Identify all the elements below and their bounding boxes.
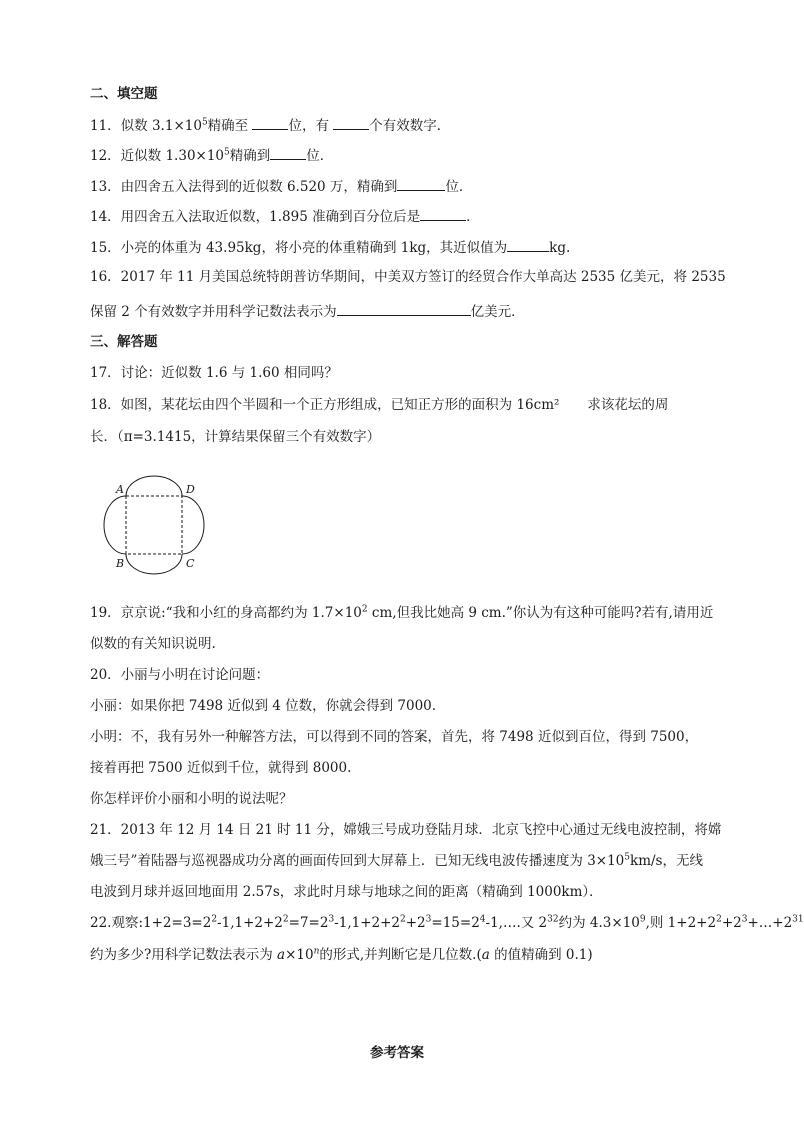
question-22-line-2: 约为多少?用科学记数法表示为 $a\times 10^n$的形式,并判断它是几位数.(a 的值精确到 0.1) [90, 946, 593, 963]
question-20-line-3: 小明：不，我有另外一种解答方法，可以得到不同的答案，首先，将 7498 近似到百位，得到 7500， [90, 729, 699, 745]
answer-blank[interactable] [252, 116, 288, 130]
answer-blank[interactable] [507, 238, 549, 252]
answer-blank[interactable] [397, 177, 445, 191]
question-21-line-3: 电波到月球并返回地面用 2.57s，求此时月球与地球之间的距离（精确到 1000km）． [90, 884, 603, 900]
question-11: 11．似数 $3.1\times 10^5$精确至 位，有 个有效数字． [90, 117, 451, 134]
bottom-semicircle [126, 554, 182, 574]
vertex-label-c: C [186, 557, 195, 570]
section-heading-fill-blank: 二、填空题 [90, 86, 158, 102]
question-21-line-2: 娥三号”着陆器与巡视器成功分离的画面传回到大屏幕上．已知无线电波传播速度为 $3\times 10^5km/s$，无线 [90, 852, 703, 869]
question-13: 13．由四舍五入法得到的近似数 6.520 万，精确到 位． [90, 179, 473, 195]
right-semicircle [182, 496, 204, 554]
answer-blank[interactable] [420, 207, 466, 221]
question-19-line-1: 19．京京说:“我和小红的身高都约为 $1.7\times 10^2$ cm,但我比她高 9 cm.”你认为有这种可能吗?若有,请用近 [90, 604, 714, 621]
vertex-label-b: B [116, 557, 125, 570]
section-heading-solve: 三、解答题 [90, 334, 158, 350]
vertex-label-a: A [116, 483, 124, 496]
question-22-line-1: 22.观察$:1+2=3=2^2-1,1+2+2^2=7=2^3-1,1+2+2^2+2^3=15=2^4-1,\dots$.又 $2^{32}$约为 $4.3\times 10^9$,则 $1+2+2^2+2^3+\dots+2^{31}$ [90, 914, 804, 931]
question-19-line-2: 似数的有关知识说明. [90, 636, 216, 652]
dashed-square [126, 496, 182, 554]
answer-blank[interactable] [333, 116, 369, 130]
question-16-line-1: 16．2017 年 11 月美国总统特朗普访华期间，中美双方签订的经贸合作大单高达 2535 亿美元，将 2535 [90, 269, 726, 285]
question-16-line-2: 保留 2 个有效数字并用科学记数法表示为 亿美元． [90, 304, 525, 320]
answer-blank[interactable] [270, 146, 306, 160]
reference-answers-heading: 参考答案 [370, 1045, 424, 1061]
question-20-line-1: 20．小丽与小明在讨论问题： [90, 667, 270, 683]
question-20-line-2: 小丽：如果你把 7498 近似到 4 位数，你就会得到 7000. [90, 698, 437, 714]
question-12: 12．近似数 $1.30\times 10^5$精确到 位． [90, 147, 334, 164]
vertex-label-d: D [186, 483, 195, 496]
question-15: 15．小亮的体重为 43.95kg，将小亮的体重精确到 1kg，其近似值为 kg. [90, 240, 571, 256]
question-14: 14．用四舍五入法取近似数，1.895 准确到百分位后是 ． [90, 209, 480, 225]
question-21-line-1: 21．2013 年 12 月 14 日 21 时 11 分，嫦娥三号成功登陆月球．北京飞控中心通过无线电波控制，将嫦 [90, 822, 722, 838]
question-17: 17．讨论：近似数 1.6 与 1.60 相同吗？ [90, 365, 338, 381]
left-semicircle [104, 496, 126, 554]
answer-blank[interactable] [337, 302, 471, 316]
question-20-line-4: 接着再把 7500 近似到千位，就得到 8000. [90, 760, 352, 776]
top-semicircle [126, 476, 182, 496]
flower-bed-figure [98, 478, 218, 578]
question-20-line-5: 你怎样评价小丽和小明的说法呢？ [90, 791, 293, 807]
question-18-line-1: 18．如图，某花坛由四个半圆和一个正方形组成，已知正方形的面积为 16cm² 求该花坛的周 [90, 397, 669, 413]
question-18-line-2: 长．（π=3.1415，计算结果保留三个有效数字） [90, 429, 381, 445]
